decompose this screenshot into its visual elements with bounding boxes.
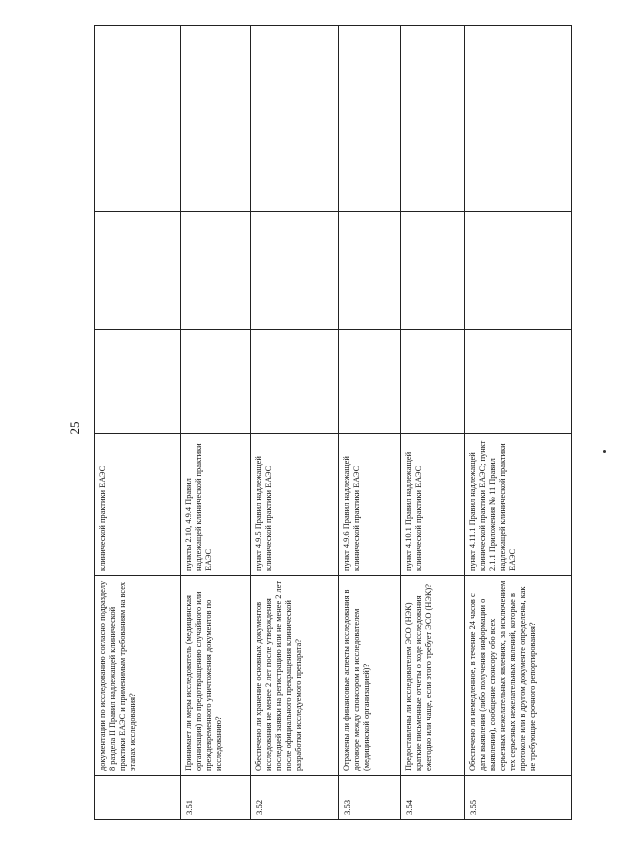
empty-cell [465,212,572,330]
question-cell: Обеспечено ли хранение основных документов исследования не менее 2 лет после утверждения последней заявки на регистрацию или не менее 2 лет после официального прекращения клинической разработки исследуемого препарата? [251,576,339,776]
empty-cell [465,330,572,434]
reference-cell: пункты 2.10, 4.9.4 Правил надлежащей клинической практики ЕАЭС [181,434,251,576]
table-row [465,26,572,820]
checklist-table [94,25,572,820]
reference-cell: пункт 4.11.1 Правил надлежащей клинической практики ЕАЭС; пункт 2.1.1 Приложения № 11 Правил надлежащей клинической практики ЕАЭС [465,434,572,576]
question-cell: Принимает ли меры исследователь (медицинская организация) по предотвращению случайного или преждевременного уничтожения документов по исследованию? [181,576,251,776]
row-number: 3.51 [181,776,251,820]
table-row [251,26,339,820]
empty-cell [339,330,401,434]
table-row [181,26,251,820]
row-number [95,776,181,820]
reference-cell: пункт 4.9.5 Правил надлежащей клинической практики ЕАЭС [251,434,339,576]
row-number: 3.54 [401,776,465,820]
question-cell: документации по исследованию согласно подразделу 8 раздела II Правил надлежащей клинической практики ЕАЭС и применимым требованиям на всех этапах исследования? [95,576,181,776]
table-row [401,26,465,820]
row-number: 3.52 [251,776,339,820]
empty-cell [401,26,465,212]
reference-cell: пункт 4.9.6 Правил надлежащей клинической практики ЕАЭС [339,434,401,576]
empty-cell [401,212,465,330]
empty-cell [181,26,251,212]
empty-cell [181,330,251,434]
empty-cell [95,26,181,212]
empty-cell [251,212,339,330]
empty-cell [339,26,401,212]
empty-cell [339,212,401,330]
page-number: 25 [67,421,82,435]
table-row [339,26,401,820]
checklist-table-container [94,26,571,820]
question-cell: Отражены ли финансовые аспекты исследования в договоре между спонсором и исследователем (медицинской организацией)? [339,576,401,776]
empty-cell [401,330,465,434]
empty-cell [251,26,339,212]
empty-cell [95,330,181,434]
reference-cell: пункт 4.10.1 Правил надлежащей клинической практики ЕАЭС [401,434,465,576]
scan-speck [603,450,606,453]
question-cell: Обеспечено ли немедленное, в течение 24 часов с даты выявления (либо получения информации о выявлении), сообщение спонсору обо всех серьезных нежелательных явлениях, за исключением тех серьезных нежелательных явлений, которые в протоколе или в другом документе определены, как не требующие срочного репортирования? [465,576,572,776]
row-number: 3.55 [465,776,572,820]
empty-cell [181,212,251,330]
reference-cell: клинической практики ЕАЭС [95,434,181,576]
table-row [95,26,181,820]
empty-cell [465,26,572,212]
empty-cell [251,330,339,434]
empty-cell [95,212,181,330]
row-number: 3.53 [339,776,401,820]
question-cell: Предоставлены ли исследователем ЭСО (НЭК) краткие письменные отчеты о ходе исследования ежегодно или чаще, если этого требует ЭСО (НЭК)? [401,576,465,776]
